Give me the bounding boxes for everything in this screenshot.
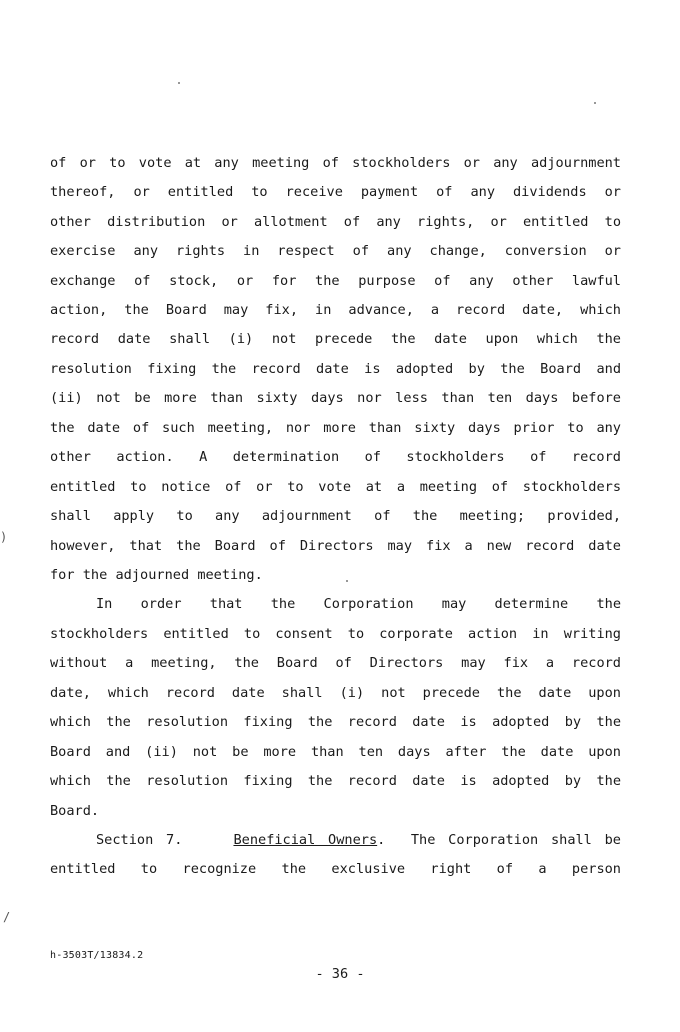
text-line: exchange of stock, or for the purpose of any other lawful — [50, 273, 621, 289]
text-line: shall apply to any adjournment of the meeting; provided, — [50, 508, 621, 524]
text-line: of or to vote at any meeting of stockholders or any adjournment — [50, 155, 621, 171]
text-line: which the resolution fixing the record date is adopted by the — [50, 714, 621, 730]
scan-speck — [594, 102, 596, 104]
section-text: The Corporation shall be — [410, 832, 621, 848]
text-line: other distribution or allotment of any rights, or entitled to — [50, 214, 621, 230]
text-line: In order that the Corporation may determine the — [96, 596, 621, 612]
text-line: exercise any rights in respect of any change, conversion or — [50, 243, 621, 259]
page-number: - 36 - — [315, 966, 365, 982]
scan-speck — [178, 82, 180, 84]
heading-period: . — [377, 832, 386, 848]
text-line: which the resolution fixing the record date is adopted by the — [50, 773, 621, 789]
text-line: (ii) not be more than sixty days nor less than ten days before — [50, 390, 621, 406]
document-code: h-3503T/13834.2 — [50, 950, 144, 961]
text-line: the date of such meeting, nor more than sixty days prior to any — [50, 420, 621, 436]
text-line: for the adjourned meeting. — [50, 567, 263, 583]
section-number: Section 7. — [96, 832, 183, 848]
text-line: without a meeting, the Board of Directors may fix a record — [50, 655, 621, 671]
text-line: resolution fixing the record date is adopted by the Board and — [50, 361, 621, 377]
text-line: Board. — [50, 803, 100, 819]
text-line: thereof, or entitled to receive payment of any dividends or — [50, 184, 621, 200]
text-line: date, which record date shall (i) not precede the date upon — [50, 685, 621, 701]
text-line: record date shall (i) not precede the date upon which the — [50, 331, 621, 347]
section-heading: Beneficial Owners — [233, 832, 378, 848]
text-line: Board and (ii) not be more than ten days after the date upon — [50, 744, 621, 760]
text-line: action, the Board may fix, in advance, a record date, which — [50, 302, 621, 318]
text-line: other action. A determination of stockholders of record — [50, 449, 621, 465]
scan-mark: ) — [0, 530, 8, 544]
scan-mark: / — [3, 910, 11, 924]
text-line: entitled to notice of or to vote at a meeting of stockholders — [50, 479, 621, 495]
text-line: entitled to recognize the exclusive right of a person — [50, 861, 621, 877]
section-7-line — [96, 829, 621, 851]
text-line: stockholders entitled to consent to corporate action in writing — [50, 626, 621, 642]
text-line: however, that the Board of Directors may fix a new record date — [50, 538, 621, 554]
